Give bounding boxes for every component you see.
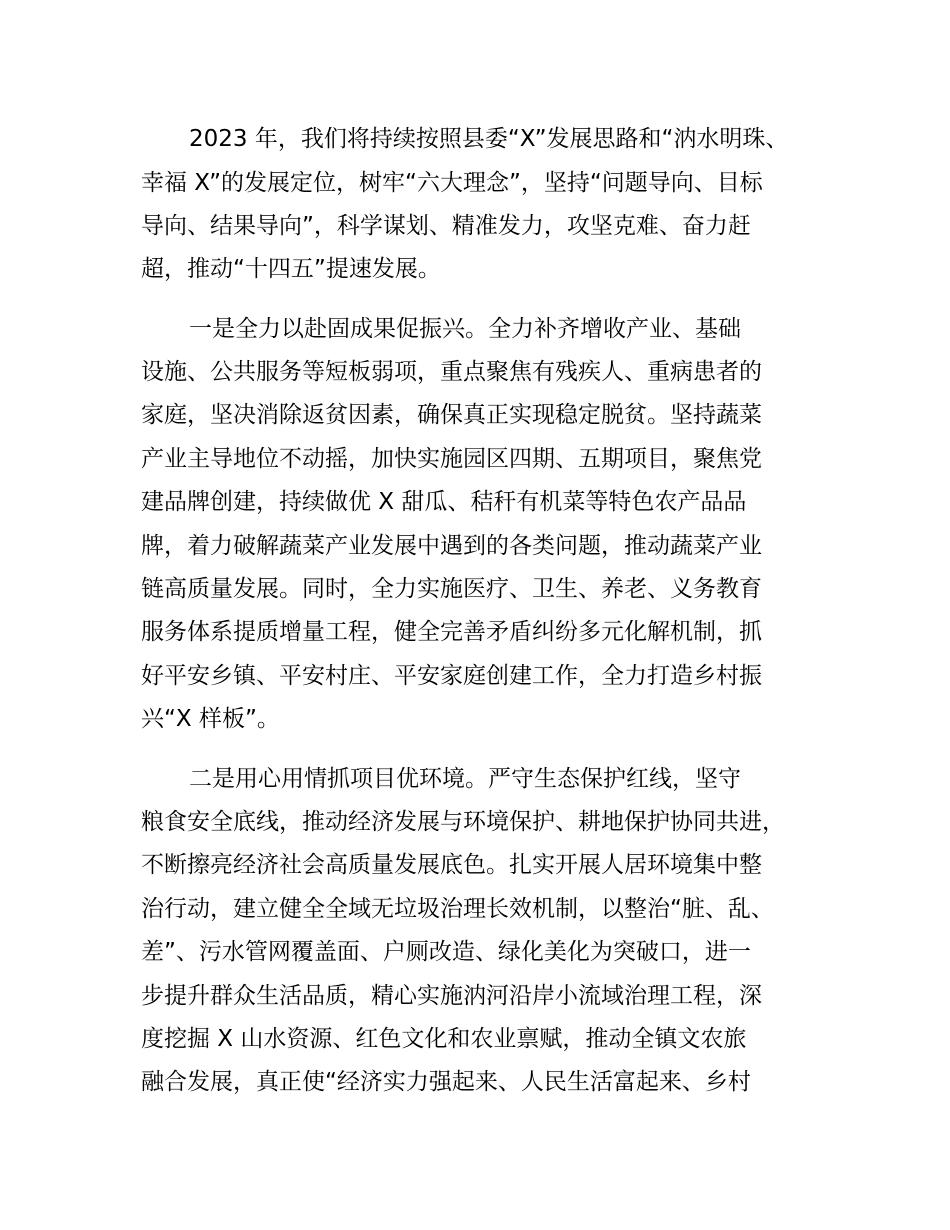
paragraph-2-line-8: 服务体系提质增量工程，健全完善矛盾纠纷多元化解机制，抓	[141, 619, 762, 645]
paragraph-2-line-4: 产业主导地位不动摇，加快实施园区四期、五期项目，聚焦党	[141, 446, 762, 472]
paragraph-2-line-6: 牌，着力破解蔬菜产业发展中遇到的各类问题，推动蔬菜产业	[141, 533, 762, 559]
paragraph-3-line-4: 治行动，建立健全全域无垃圾治理长效机制，以整治“脏、乱、	[141, 896, 774, 922]
paragraph-3-line-5: 差”、污水管网覆盖面、户厕改造、绿化美化为突破口，进一	[141, 939, 751, 965]
paragraph-3-line-7: 度挖掘 X 山水资源、红色文化和农业禀赋，推动全镇文农旅	[141, 1026, 747, 1052]
paragraph-2-line-10: 兴“X 样板”。	[141, 706, 280, 732]
paragraph-2-line-9: 好平安乡镇、平安村庄、平安家庭创建工作，全力打造乡村振	[141, 663, 762, 689]
paragraph-3-line-6: 步提升群众生活品质，精心实施汭河沿岸小流域治理工程，深	[141, 983, 762, 1009]
paragraph-1-line-3: 导向、结果导向”，科学谋划、精准发力，攻坚克难、奋力赶	[141, 213, 751, 239]
paragraph-1-line-4: 超，推动“十四五”提速发展。	[141, 256, 441, 282]
paragraph-2-line-3: 家庭，坚决消除返贫因素，确保真正实现稳定脱贫。坚持蔬菜	[141, 402, 762, 428]
paragraph-1-line-2: 幸福 X”的发展定位，树牢“六大理念”，坚持“问题导向、目标	[141, 170, 763, 196]
paragraph-3-line-3: 不断擦亮经济社会高质量发展底色。扎实开展人居环境集中整	[141, 852, 762, 878]
paragraph-2-line-7: 链高质量发展。同时，全力实施医疗、卫生、养老、义务教育	[141, 576, 762, 602]
paragraph-2-line-5: 建品牌创建，持续做优 X 甜瓜、秸秆有机菜等特色农产品品	[141, 489, 747, 515]
paragraph-3-line-1: 二是用心用情抓项目优环境。严守生态保护红线，坚守	[189, 766, 741, 792]
paragraph-2-line-2: 设施、公共服务等短板弱项，重点聚焦有残疾人、重病患者的	[141, 359, 762, 385]
paragraph-1-line-1: 2023 年，我们将持续按照县委“X”发展思路和“汭水明珠、	[189, 126, 789, 152]
paragraph-3-line-8: 融合发展，真正使“经济实力强起来、人民生活富起来、乡村	[141, 1069, 751, 1095]
paragraph-3-line-2: 粮食安全底线，推动经济发展与环境保护、耕地保护协同共进，	[141, 809, 785, 835]
paragraph-2-line-1: 一是全力以赴固成果促振兴。全力补齐增收产业、基础	[189, 316, 741, 342]
